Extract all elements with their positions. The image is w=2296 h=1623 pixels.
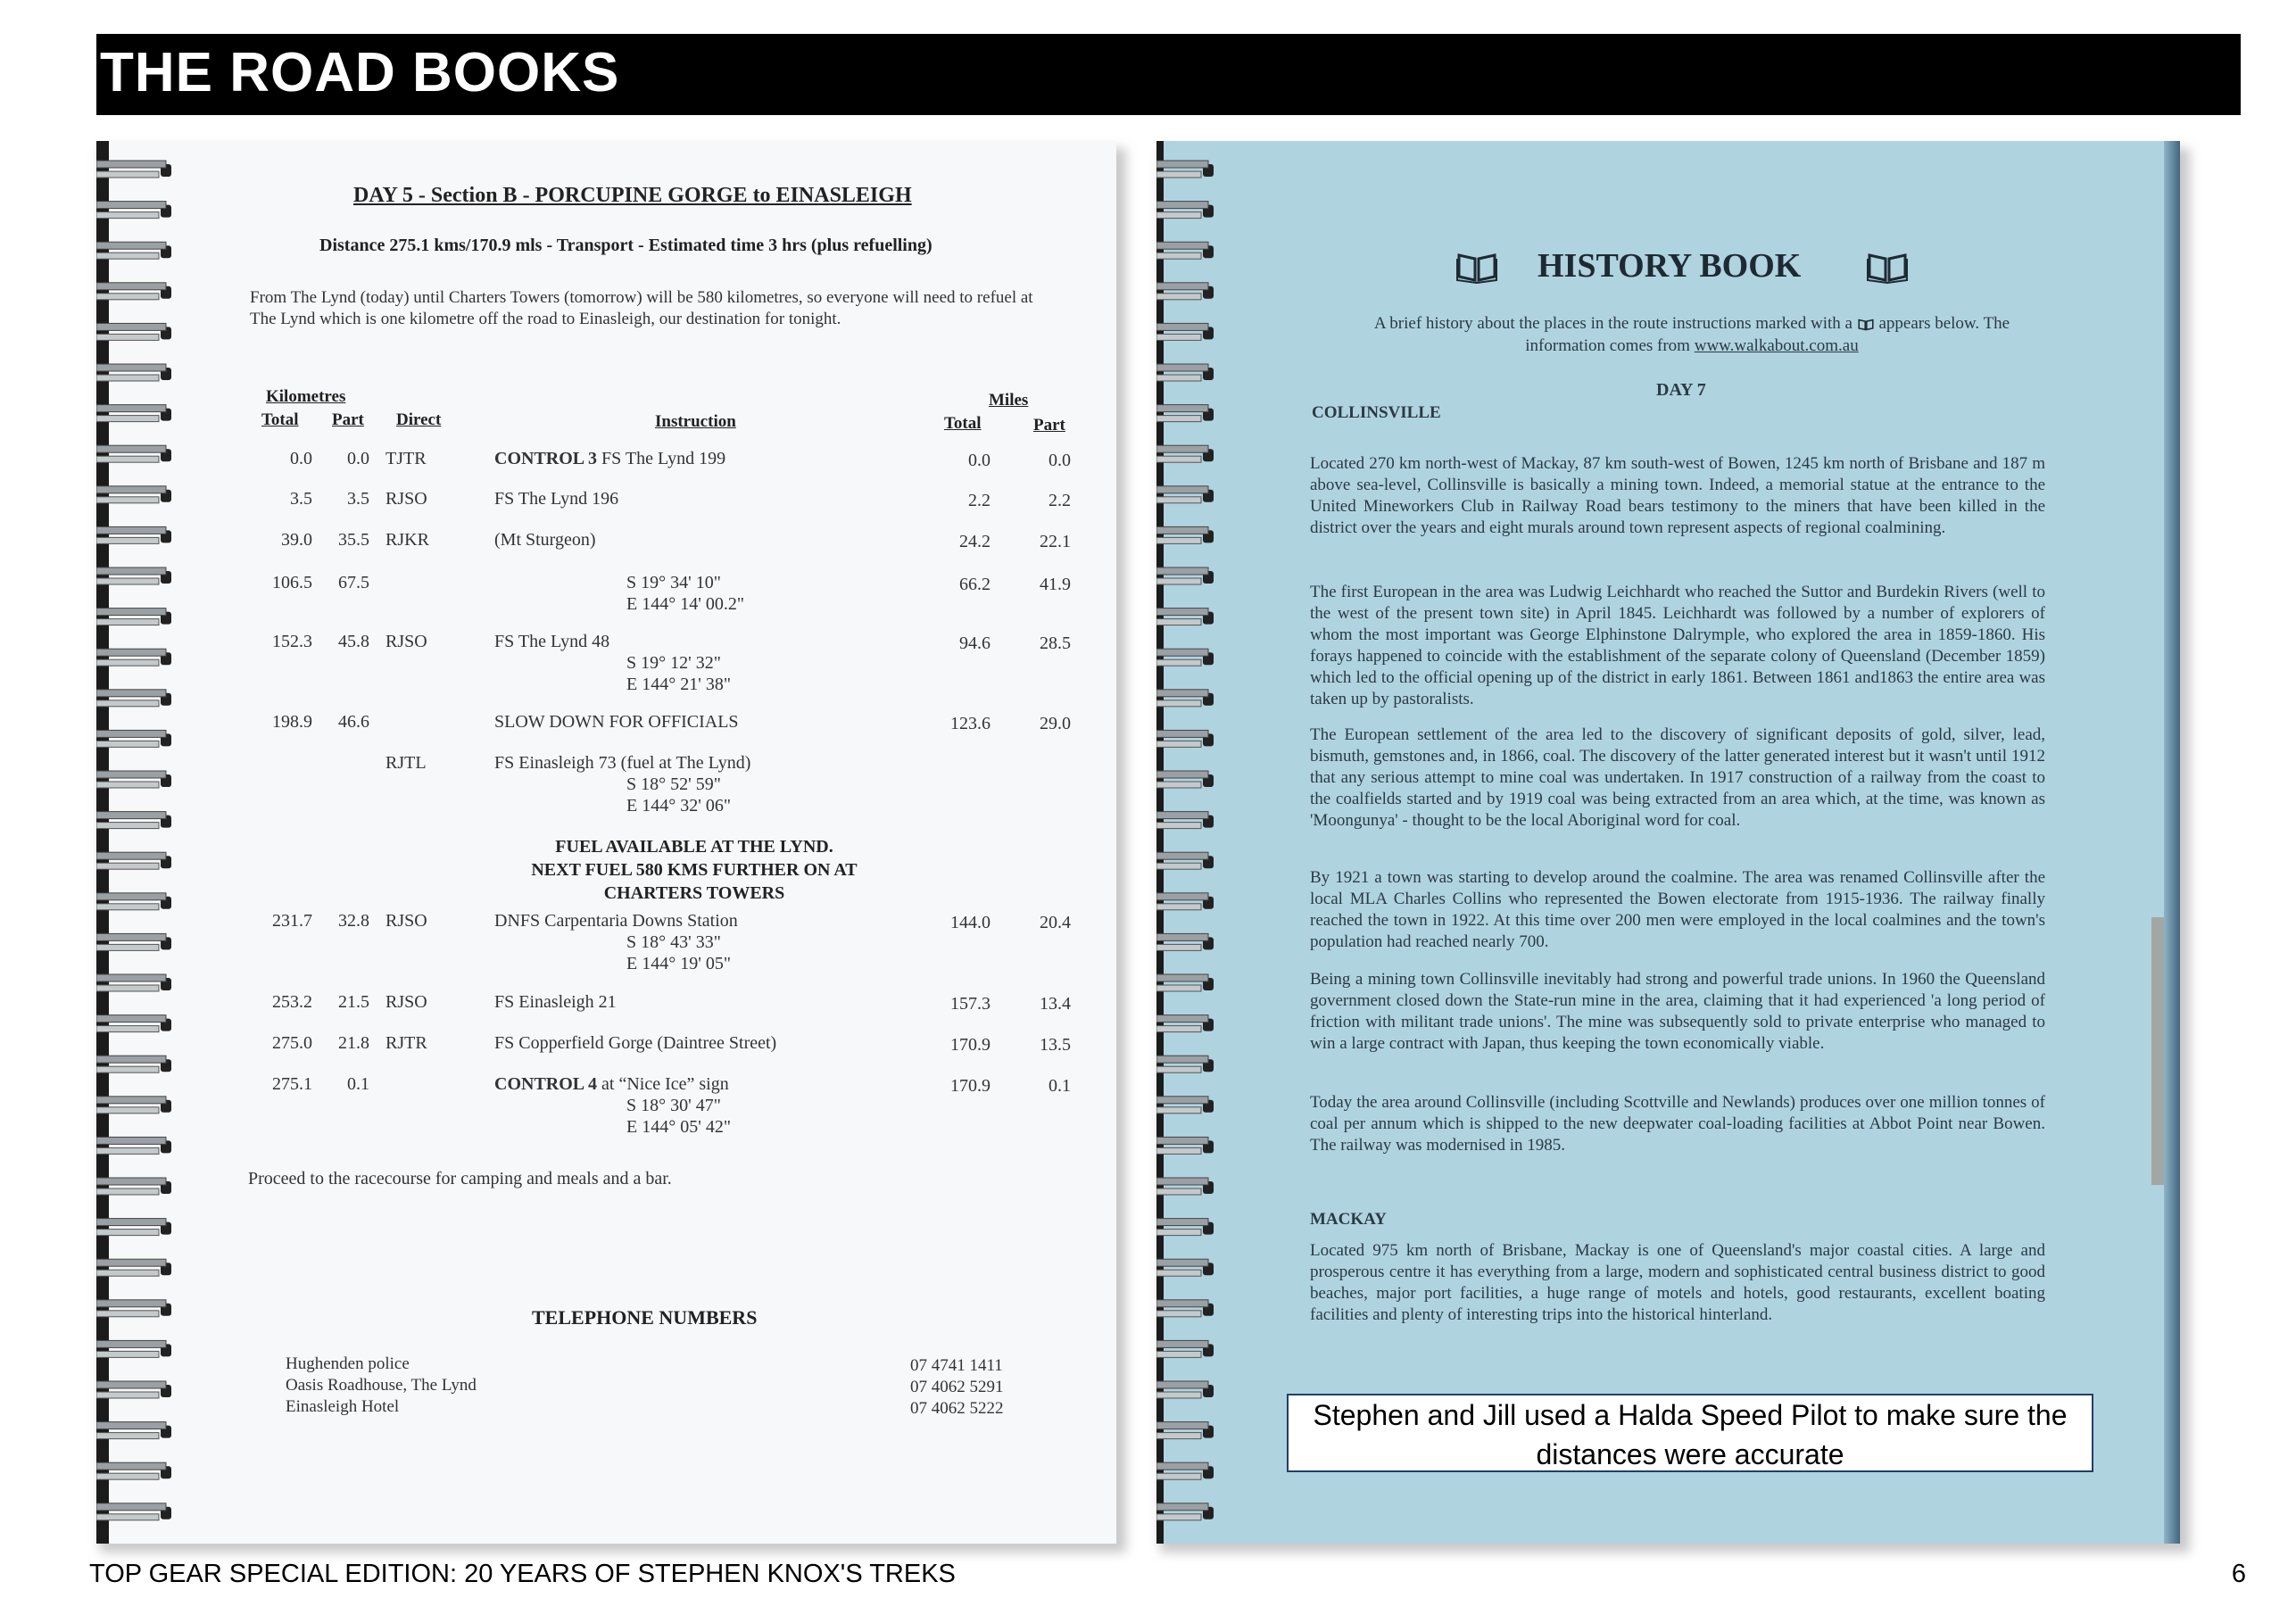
mi-total-header: Total xyxy=(944,414,982,433)
page-title: THE ROAD BOOKS xyxy=(100,42,620,104)
history-paragraph: Being a mining town Collinsville inevitably had strong and powerful trade unions. In 1960 the Queensland government closed down the State-run mine in the area, claiming that it had experienced 'a long period of friction with militant trade unions'. The mine was subsequently sold to private enterprise who managed to win a large contract with Japan, thus keeping the town economically viable. xyxy=(1310,970,2045,1053)
km-total-cell: 106.5 xyxy=(272,573,312,592)
spiral-binding-left xyxy=(96,141,186,1544)
telephone-name: Oasis Roadhouse, The Lynd xyxy=(286,1376,477,1395)
mi-part-cell: 2.2 xyxy=(1049,491,1071,510)
instruction-text: FS Einasleigh 21 xyxy=(494,992,617,1012)
mi-total-cell: 123.6 xyxy=(950,714,991,733)
coordinate-text: E 144° 05' 42" xyxy=(626,1117,731,1137)
coordinate-text: E 144° 19' 05" xyxy=(626,954,731,973)
history-paragraph: Located 270 km north-west of Mackay, 87 km south-west of Bowen, 1245 km north of Brisbane and 187 m above sea-level, Collinsville is basically a mining town. Indeed, a memorial statue at the entrance to the United Mineworkers Club in Railway Road bears testimony to the miners that have been killed in the district over the years and eight murals around town represent aspects of regional coalmining. xyxy=(1310,454,2045,537)
intro-part-1: A brief history about the places in the route instructions marked with a xyxy=(1373,314,1853,333)
coordinate-text: S 19° 12' 32" xyxy=(626,653,721,673)
direct-cell: RJKR xyxy=(385,530,429,550)
control-label: CONTROL 4 xyxy=(494,1074,598,1094)
km-part-cell: 21.5 xyxy=(338,992,369,1012)
instruction-cell xyxy=(494,449,725,469)
telephone-number: 07 4741 1411 xyxy=(910,1356,1003,1375)
day-label: DAY 7 xyxy=(1656,380,1706,400)
coordinate-text: S 18° 43' 33" xyxy=(626,932,721,952)
mi-total-cell: 94.6 xyxy=(959,633,991,653)
history-paragraph: By 1921 a town was starting to develop around the coalmine. The area was renamed Collinsville after the local MLA Charles Collins who represented the Bowen electorate from 1915-1936. The railway finally reached the town in 1922. At this time over 200 men were employed in the local coalmines and the town's population had reached nearly 700. xyxy=(1310,868,2045,951)
history-title: HISTORY BOOK xyxy=(1538,247,1802,285)
instruction-cell xyxy=(494,489,618,509)
day-title: DAY 5 - Section B - PORCUPINE GORGE to EINASLEIGH xyxy=(353,184,912,207)
mi-part-cell: 0.0 xyxy=(1049,451,1071,470)
mi-part-cell: 29.0 xyxy=(1040,714,1071,733)
mi-total-cell: 2.2 xyxy=(968,491,991,510)
km-part-cell: 3.5 xyxy=(347,489,369,509)
km-total-cell: 231.7 xyxy=(272,911,312,931)
intro-text: From The Lynd (today) until Charters Towers (tomorrow) will be 580 kilometres, so everyone will need to refuel at The Lynd which is one kilometre off the road to Einasleigh, our destination for tonight. xyxy=(250,288,1033,328)
page-number: 6 xyxy=(2231,1560,2246,1588)
mi-part-cell: 13.4 xyxy=(1040,994,1071,1014)
km-part-cell: 32.8 xyxy=(338,911,369,931)
coordinate-text: E 144° 14' 00.2" xyxy=(626,594,744,614)
mi-part-cell: 0.1 xyxy=(1049,1076,1071,1096)
instruction-text: FS The Lynd 199 xyxy=(601,449,726,468)
mi-total-cell: 144.0 xyxy=(950,913,991,932)
direct-cell: RJSO xyxy=(385,992,427,1012)
instruction-text: SLOW DOWN FOR OFFICIALS xyxy=(494,712,739,732)
instruction-text: FS Einasleigh 73 (fuel at The Lynd) xyxy=(494,753,751,773)
instruction-cell xyxy=(494,530,596,551)
direct-header: Direct xyxy=(396,410,442,429)
km-part-cell: 0.1 xyxy=(347,1074,369,1094)
proceed-text: Proceed to the racecourse for camping and meals and a bar. xyxy=(248,1169,672,1188)
intro-part-2: appears below. The xyxy=(1878,314,2010,333)
coordinate-text: E 144° 32' 06" xyxy=(626,796,731,816)
control-label: CONTROL 3 xyxy=(494,449,598,468)
instruction-cell xyxy=(494,753,750,774)
history-paragraph: Located 975 km north of Brisbane, Mackay is one of Queensland's major coastal cities. A large and prosperous centre it has everything from a large, modern and sophisticated central business district to good beaches, major port facilities, a huge range of motels and hotels, good restaurants, excellent boating facilities and plenty of interesting trips into the historical hinterland. xyxy=(1310,1241,2045,1324)
km-total-cell: 0.0 xyxy=(290,449,312,468)
page-edge xyxy=(2164,141,2180,1544)
telephone-name: Einasleigh Hotel xyxy=(286,1397,400,1416)
coordinate-text: E 144° 21' 38" xyxy=(626,675,731,694)
telephone-title: TELEPHONE NUMBERS xyxy=(532,1306,758,1329)
kilometres-header: Kilometres xyxy=(266,387,346,406)
km-part-cell: 21.8 xyxy=(338,1033,369,1053)
mi-part-cell: 13.5 xyxy=(1040,1035,1071,1055)
right-notebook-page xyxy=(1156,141,2180,1544)
instruction-text: FS The Lynd 196 xyxy=(494,489,619,509)
instruction-cell xyxy=(494,712,739,733)
footer-text: TOP GEAR SPECIAL EDITION: 20 YEARS OF STEPHEN KNOX'S TREKS xyxy=(89,1560,956,1588)
km-total-cell: 253.2 xyxy=(272,992,312,1012)
history-intro xyxy=(1317,312,2067,357)
mi-part-header: Part xyxy=(1033,416,1065,435)
km-total-cell: 39.0 xyxy=(281,530,312,550)
instruction-header: Instruction xyxy=(655,412,736,431)
telephone-number: 07 4062 5222 xyxy=(910,1399,1004,1418)
km-total-cell: 275.1 xyxy=(272,1074,312,1094)
mi-total-cell: 24.2 xyxy=(959,532,991,551)
fuel-notice-line: NEXT FUEL 580 KMS FURTHER ON AT xyxy=(531,860,858,880)
instruction-text: DNFS Carpentaria Downs Station xyxy=(494,911,738,931)
page-edge-photo xyxy=(2151,917,2164,1185)
mi-part-cell: 41.9 xyxy=(1040,575,1071,594)
mi-total-cell: 170.9 xyxy=(950,1076,991,1096)
mi-part-cell: 20.4 xyxy=(1040,913,1071,932)
history-paragraph: The first European in the area was Ludwig Leichhardt who reached the Suttor and Burdekin Rivers (well to the west of the present town site) in April 1845. Leichhardt was followed by a number of explorers of whom the most important was George Elphinstone Dalrymple, who explored the area in 1859-1860. His forays happened to coincide with the establishment of the separate colony of Queensland (December 1859) which led to the official opening up of the district in early 1861. Between 1861 and1863 the entire area was taken up by pastoralists. xyxy=(1310,583,2045,708)
mi-total-cell: 170.9 xyxy=(950,1035,991,1055)
instruction-text: FS The Lynd 48 xyxy=(494,632,610,651)
day-subtitle: Distance 275.1 kms/170.9 mls - Transport - Estimated time 3 hrs (plus refuelling) xyxy=(319,236,932,255)
instruction-text: (Mt Sturgeon) xyxy=(494,530,596,550)
coordinate-text: S 18° 30' 47" xyxy=(626,1096,721,1115)
section-heading: MACKAY xyxy=(1310,1210,1387,1229)
coordinate-text: S 19° 34' 10" xyxy=(626,573,721,592)
instruction-cell xyxy=(494,992,617,1013)
instruction-cell xyxy=(494,632,609,652)
km-total-cell: 152.3 xyxy=(272,632,312,651)
mi-part-cell: 22.1 xyxy=(1040,532,1071,551)
fuel-notice-line: FUEL AVAILABLE AT THE LYND. xyxy=(555,837,833,857)
km-total-cell: 275.0 xyxy=(272,1033,312,1053)
book-icon xyxy=(1866,252,1909,284)
telephone-number: 07 4062 5291 xyxy=(910,1378,1004,1396)
mi-total-cell: 157.3 xyxy=(950,994,991,1014)
left-notebook-page xyxy=(96,141,1116,1544)
telephone-name: Hughenden police xyxy=(286,1354,410,1373)
km-part-cell: 45.8 xyxy=(338,632,369,651)
book-icon xyxy=(1455,252,1498,284)
intro-part-3: information comes from xyxy=(1525,336,1690,355)
direct-cell: RJSO xyxy=(385,489,427,509)
instruction-text: FS Copperfield Gorge (Daintree Street) xyxy=(494,1033,777,1053)
direct-cell: RJTL xyxy=(385,753,427,773)
header-bar xyxy=(96,34,2241,115)
km-part-header: Part xyxy=(332,410,364,429)
instruction-text: at “Nice Ice” sign xyxy=(601,1074,729,1094)
mi-total-cell: 0.0 xyxy=(968,451,991,470)
miles-header: Miles xyxy=(989,391,1029,410)
fuel-notice-line: CHARTERS TOWERS xyxy=(603,883,785,903)
km-part-cell: 46.6 xyxy=(338,712,369,732)
instruction-cell xyxy=(494,1033,776,1054)
halda-callout: Stephen and Jill used a Halda Speed Pilot to make sure the distances were accurate xyxy=(1287,1394,2093,1472)
walkabout-link[interactable]: www.walkabout.com.au xyxy=(1694,336,1859,355)
spiral-binding-right xyxy=(1156,141,1246,1544)
coordinate-text: S 18° 52' 59" xyxy=(626,774,721,794)
mi-total-cell: 66.2 xyxy=(959,575,991,594)
direct-cell: RJSO xyxy=(385,632,427,651)
km-total-cell: 198.9 xyxy=(272,712,312,732)
history-paragraph: Today the area around Collinsville (including Scottville and Newlands) produces over one million tonnes of coal per annum which is shipped to the new deepwater coal-loading facilities at Abbot Point near Bowen. The railway was modernised in 1985. xyxy=(1310,1093,2045,1155)
direct-cell: TJTR xyxy=(385,449,427,468)
instruction-cell xyxy=(494,1074,729,1095)
fuel-notice xyxy=(507,835,882,905)
km-part-cell: 0.0 xyxy=(347,449,369,468)
km-total-header: Total xyxy=(261,410,299,429)
instruction-cell xyxy=(494,911,738,932)
section-heading: COLLINSVILLE xyxy=(1312,403,1441,422)
direct-cell: RJTR xyxy=(385,1033,427,1053)
km-part-cell: 35.5 xyxy=(338,530,369,550)
direct-cell: RJSO xyxy=(385,911,427,931)
km-total-cell: 3.5 xyxy=(290,489,312,509)
history-title-row xyxy=(1455,246,1919,291)
history-paragraph: The European settlement of the area led to the discovery of significant deposits of gold, silver, lead, bismuth, gemstones and, in 1866, coal. The discovery of the latter generated interest but it wasn't until 1912 that any serious attempt to mine coal was undertaken. In 1917 construction of a railway from the coast to the coalfields started and by 1919 coal was being extracted from an area which, at the time, was known as 'Moongunya' - thought to be the local Aboriginal word for coal. xyxy=(1310,725,2045,830)
book-icon xyxy=(1857,319,1875,331)
mi-part-cell: 28.5 xyxy=(1040,633,1071,653)
km-part-cell: 67.5 xyxy=(338,573,369,592)
